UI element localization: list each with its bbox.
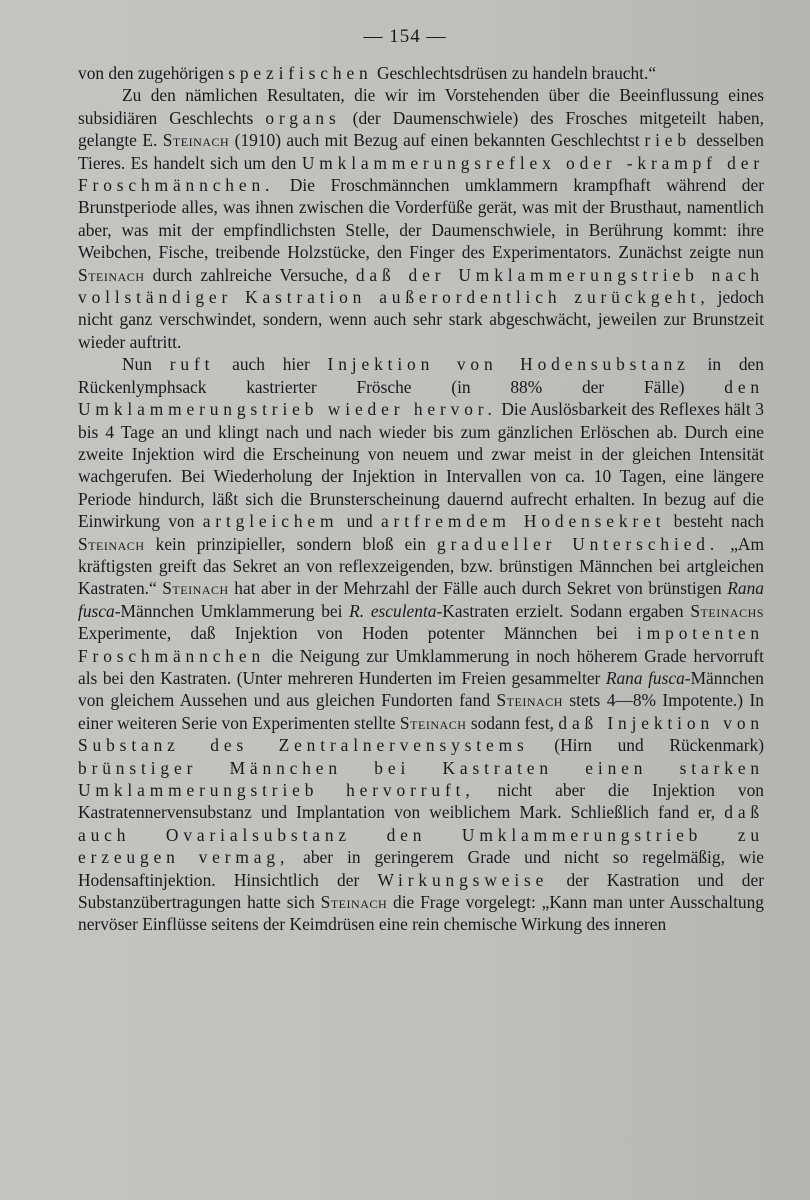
text-run: Steinachs <box>690 600 765 621</box>
text-run: -Männchen Umklammerung bei <box>114 600 350 621</box>
text-run: stets 4—8% Impotente.) In einer weiteren Serie von Experimenten stellte <box>78 690 764 733</box>
text-run: den Umklammerungstrieb wieder hervor. <box>78 376 764 420</box>
text-run: -Männchen von gleichem Aussehen und aus gleichen Fundorten fand <box>78 667 764 711</box>
text-run: ruft <box>169 354 215 375</box>
text-run: „Am kräftigsten greift das Sekret an von reflexzeigenden, bzw. brünstigen Männchen bei artgleichen Kastraten.“ <box>78 533 765 599</box>
text-run: besteht nach <box>665 511 764 532</box>
text-run: Steinach <box>162 130 230 151</box>
text-run: daß der Umklammerungstrieb nach vollständiger Kastration außerordentlich zurückgeht, <box>78 264 764 308</box>
text-run: Wirkungsweise <box>377 869 549 890</box>
text-run: sodann fest, <box>466 712 559 733</box>
text-run: artfremdem Hodensekret <box>380 511 666 532</box>
text-run: Die Froschmännchen umklammern krampfhaft während der Brunstperiode alles, was ihnen zwischen die Vorderfüße gerät, was mit der Brusthaut, namentlich aber, was mit der empfindlichsten Stelle, der Daumenschwiele, in Berührung kommt: ihre Weibchen, Fische, treibende Holzstücke, den Finger des Experimentators. Zunächst zeigte nun <box>78 175 764 263</box>
text-run: (1910) auch mit Bezug auf einen bekannten Geschlechts <box>229 130 635 151</box>
text-run: Rana fusca <box>78 578 764 621</box>
text-run: (Hirn und Rückenmark) <box>528 735 764 756</box>
text-run: Geschlechtsdrüsen zu handeln braucht.“ <box>372 63 657 83</box>
text-run: spezifischen <box>228 63 373 83</box>
page-number: — 154 — <box>363 26 447 47</box>
text-run: gradueller Unterschied. <box>437 533 720 554</box>
text-run: auch hier <box>214 354 328 375</box>
text-run: nicht aber die Injektion von Kastratennervensubstanz und Implantation von weiblichem Mark. Schließlich fand er, <box>78 780 764 823</box>
text-run: organs <box>265 107 341 128</box>
paragraph-1 <box>78 62 764 84</box>
text-run: der Kastration und der Substanzübertragungen hatte sich <box>78 869 764 913</box>
text-run: artgleichem <box>202 511 339 532</box>
paragraph-3 <box>78 353 764 936</box>
text-run: Steinach <box>78 533 145 554</box>
text-run: Zu den nämlichen Resultaten, die wir im Vorstehenden über die Beeinflussung eines subsidiären Geschlechts <box>78 85 764 128</box>
text-run: Experimente, daß Injektion von Hoden potenter Männchen bei <box>78 623 638 644</box>
text-run: Injektion von Hodensubstanz <box>327 354 690 375</box>
text-run: hat aber in der Mehrzahl der Fälle auch durch Sekret von brünstigen <box>228 578 728 599</box>
text-run: jedoch nicht ganz verschwindet, sondern, wenn auch sehr stark abgeschwächt, jeweilen zur Brunstzeit wieder auftritt. <box>78 287 764 352</box>
text-run: Rana fusca <box>605 667 685 688</box>
text-run: trieb <box>634 130 691 151</box>
text-run: Steinach <box>320 892 388 913</box>
text-run: desselben Tieres. Es handelt sich um den <box>78 130 764 173</box>
text-run: R. esculenta <box>349 600 437 621</box>
text-run: Die Auslösbarkeit des Reflexes hält 3 bis 4 Tage an und klingt nach und nach wieder bis zum gänzlichen Erlöschen ab. Durch eine zweite Injektion wird die Erscheinung von neuem und zwar meist in der gleichen Intensität wachgerufen. Bei Wiederholung der Injektion in Intervallen von ca. 10 Tagen, eine längere Periode hindurch, läßt sich die Brunsterscheinung dauernd aufrecht erhalten. In bezug auf die Einwirkung von <box>78 399 764 532</box>
text-run: durch zahlreiche Versuche, <box>144 264 356 285</box>
text-run: daß Injektion von Substanz des Zentralnervensystems <box>78 712 764 756</box>
text-run: (der Daumenschwiele) des Frosches mitgeteilt haben, gelangte E. <box>78 107 764 151</box>
text-run: in den Rückenlymphsack kastrierter Frösche (in 88% der Fälle) <box>78 354 764 397</box>
text-run: Umklammerungsreflex oder -krampf der Froschmännchen. <box>78 152 764 196</box>
text-run: Steinach <box>78 264 145 285</box>
text-run: Nun <box>122 354 170 375</box>
text-run: impotenten Froschmännchen <box>78 623 764 666</box>
text-run: die Frage vorgelegt: „Kann man unter Ausschaltung nervöser Einflüsse seitens der Keimdrüsen eine rein chemische Wirkung des inneren <box>78 892 764 935</box>
paragraph-2 <box>78 84 764 353</box>
body-text <box>78 62 764 936</box>
text-run: aber in geringerem Grade und nicht so regelmäßig, wie Hodensaftinjektion. Hinsichtlich der <box>78 847 765 890</box>
text-run: Steinach <box>162 578 229 599</box>
text-run: Steinach <box>399 712 467 733</box>
text-run: kein prinzipieller, sondern bloß ein <box>144 533 438 554</box>
text-run: und <box>338 511 381 532</box>
text-run: die Neigung zur Umklammerung in noch höherem Grade hervorruft als bei den Kastraten. (Unter mehreren Hunderten im Freien gesammelter <box>78 645 764 688</box>
text-run: Steinach <box>496 690 563 711</box>
text-run: daß auch Ovarialsubstanz den Umklammerungstrieb zu erzeugen vermag, <box>78 802 764 868</box>
text-run: brünstiger Männchen bei Kastraten einen starken Umklammerungstrieb hervorruft, <box>78 757 764 800</box>
text-run: -Kastraten erzielt. Sodann ergaben <box>436 600 691 621</box>
text-run: von den zugehörigen <box>78 63 229 83</box>
